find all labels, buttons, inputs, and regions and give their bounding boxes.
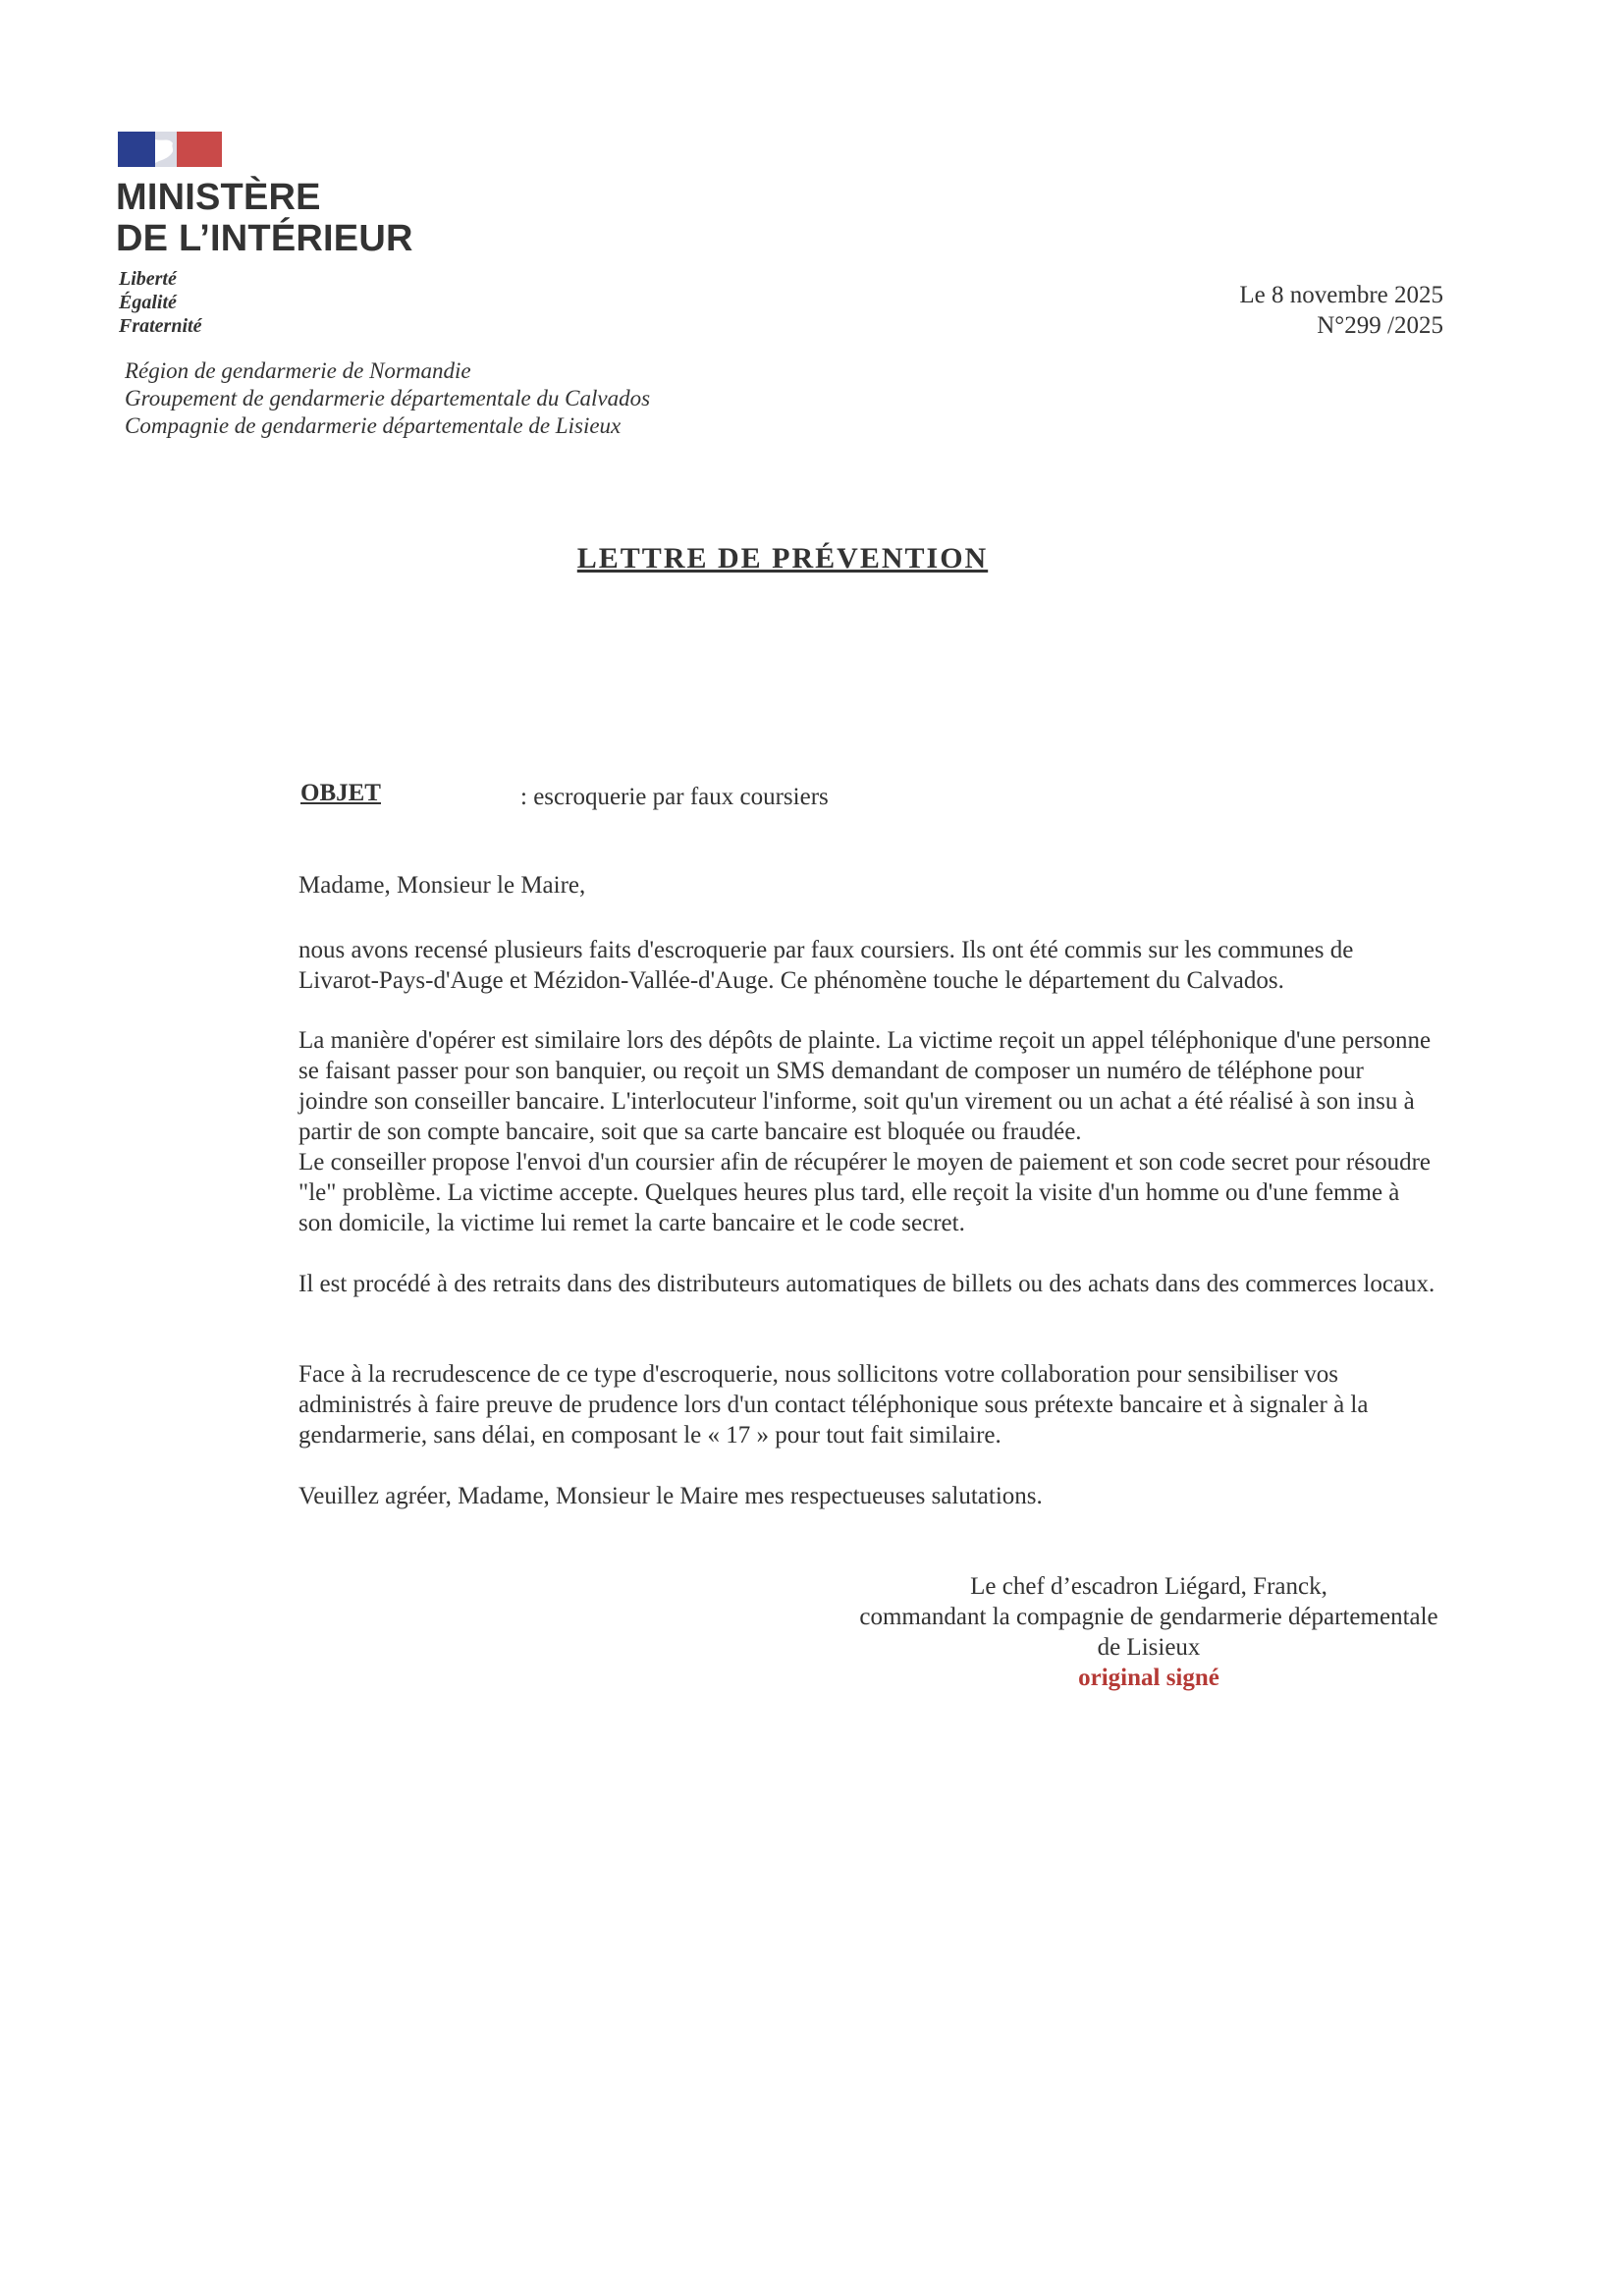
marianne-logo [118,132,222,167]
organisation-groupement: Groupement de gendarmerie départementale du Calvados [125,386,651,410]
letter-reference: N°299 /2025 [1317,312,1443,339]
signatory-name: Le chef d’escadron Liégard, Franck, [970,1573,1327,1600]
marianne-profile-icon [155,132,177,167]
signed-mention: original signé [1078,1665,1219,1691]
objet-label: OBJET [300,780,381,806]
flag-blue-band [118,132,155,167]
salutation: Madame, Monsieur le Maire, [298,872,586,899]
ministry-line-2: DE L’INTÉRIEUR [116,218,413,259]
date-reference-block [1239,280,1443,341]
organisation-compagnie: Compagnie de gendarmerie départementale de Lisieux [125,413,622,438]
signatory-location: de Lisieux [1097,1634,1201,1661]
ministry-line-1: MINISTÈRE [116,177,321,218]
organisation-block [125,357,650,440]
organisation-region: Région de gendarmerie de Normandie [125,358,471,383]
paragraph-collaboration: Face à la recrudescence de ce type d'escroquerie, nous sollicitons votre collaboration pour sensibiliser vos administrés à faire preuve de prudence lors d'un contact téléphonique sous prétexte bancaire et à signaler à la gendarmerie, sans délai, en composant le « 17 » pour tout fait similaire. [298,1361,1369,1449]
motto-fraternite: Fraternité [119,315,202,337]
paragraph-retraits: Il est procédé à des retraits dans des distributeurs automatiques de billets ou des achats dans des commerces locaux. [298,1271,1435,1297]
paragraph-recensement: nous avons recensé plusieurs faits d'escroquerie par faux coursiers. Ils ont été commis sur les communes de Livarot-Pays-d'Auge et Mézidon-Vallée-d'Auge. Ce phénomène touche le département du Calvados. [298,937,1354,994]
paragraph-coursier: Le conseiller propose l'envoi d'un coursier afin de récupérer le moyen de paiement et son code secret pour résoudre "le" problème. La victime accepte. Quelques heures plus tard, elle reçoit la visite d'un homme ou d'une femme à son domicile, la victime lui remet la carte bancaire et le code secret. [298,1149,1431,1236]
motto-egalite: Égalité [119,292,177,313]
republic-motto [119,267,201,338]
paragraph-mode-operatoire [298,1025,1437,1238]
motto-liberte: Liberté [119,268,177,290]
paragraph-appel: La manière d'opérer est similaire lors des dépôts de plainte. La victime reçoit un appel téléphonique d'une personne se faisant passer pour son banquier, ou reçoit un SMS demandant de composer un numéro de téléphone pour joindre son conseiller bancaire. L'interlocuteur l'informe, soit qu'un virement ou un achat a été réalisé à son insu à partir de son compte bancaire, soit que sa carte bancaire est bloquée ou fraudée. [298,1027,1432,1145]
signature-block [785,1571,1512,1693]
letter-title: LETTRE DE PRÉVENTION [576,542,989,574]
letter-date: Le 8 novembre 2025 [1239,282,1443,308]
signatory-function: commandant la compagnie de gendarmerie départementale [859,1604,1438,1630]
objet-text: : escroquerie par faux coursiers [520,784,829,810]
closing-formula: Veuillez agréer, Madame, Monsieur le Maire mes respectueuses salutations. [298,1483,1043,1509]
ministry-name [116,177,413,259]
flag-red-band [177,132,222,167]
